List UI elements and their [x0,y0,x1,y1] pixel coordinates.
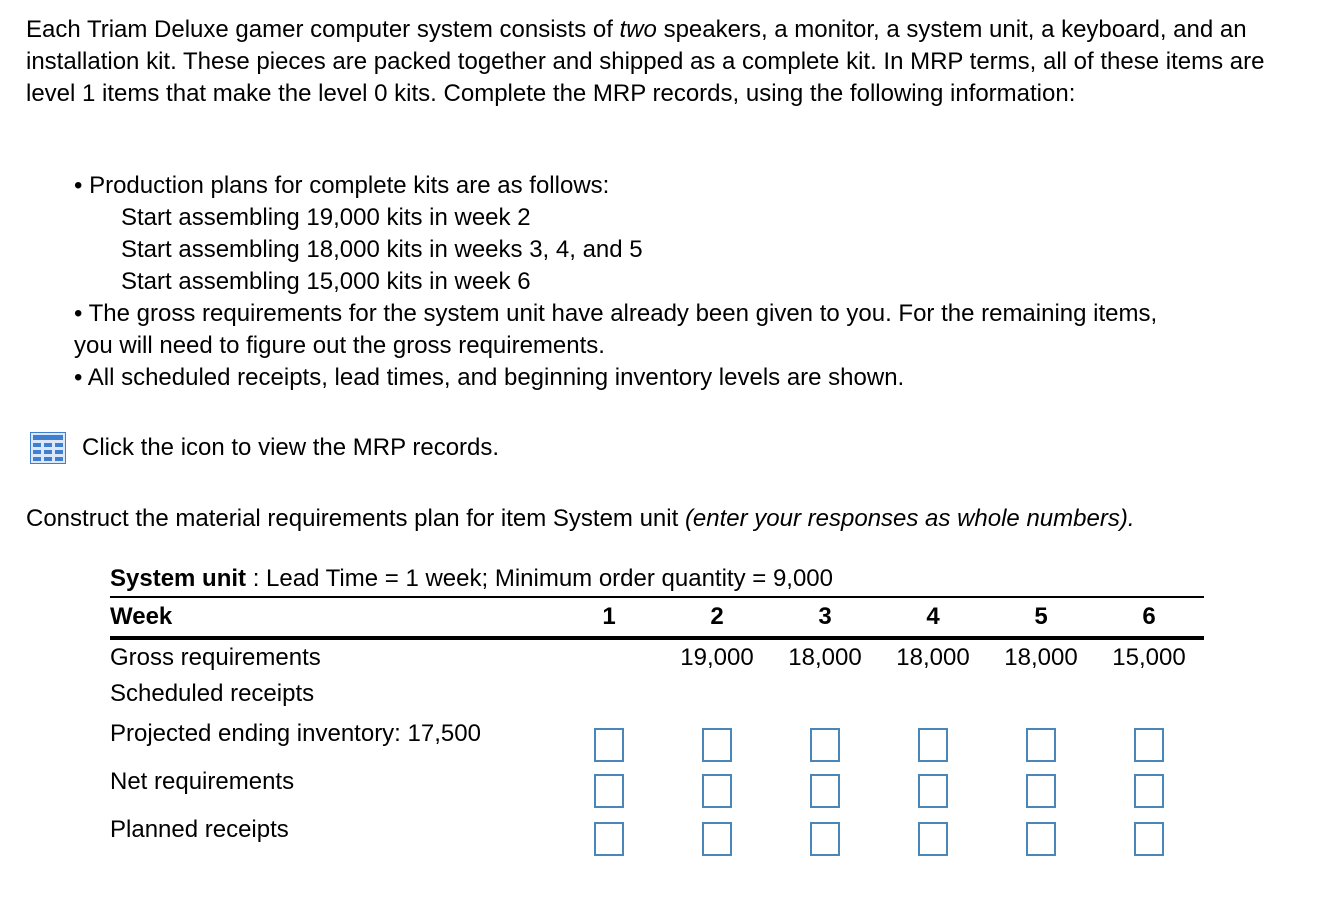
week-5-header: 5 [1034,603,1048,630]
gross-requirement-week-4: 18,000 [896,644,970,671]
bullet-production-plans: • Production plans for complete kits are as follows: [74,172,610,199]
intro-text-1: Each Triam Deluxe gamer computer system consists of [26,16,620,43]
week-6-header: 6 [1142,603,1156,630]
planned-receipts-input-week-5[interactable] [1026,822,1056,856]
planned-receipts-row [110,808,1204,856]
projected-inventory-input-week-4[interactable] [918,728,948,762]
mrp-title [110,562,1204,596]
scheduled-receipts-row [110,676,1204,712]
gross-requirement-week-6: 15,000 [1112,644,1186,671]
mrp-item-name: System unit [110,565,247,592]
planned-receipts-input-week-4[interactable] [918,822,948,856]
net-requirements-row [110,760,1204,808]
net-requirements-input-week-3[interactable] [810,774,840,808]
mrp-parameters: : Lead Time = 1 week; Minimum order quantity = 9,000 [246,565,833,592]
planned-receipts-input-week-3[interactable] [810,822,840,856]
gross-requirement-week-3: 18,000 [788,644,862,671]
gross-requirements-row [110,640,1204,676]
information-bullets [74,170,1294,394]
gross-requirements-label: Gross requirements [110,644,321,671]
net-requirements-input-week-1[interactable] [594,774,624,808]
planned-receipts-input-week-2[interactable] [702,822,732,856]
gross-requirement-week-5: 18,000 [1004,644,1078,671]
net-requirements-input-week-5[interactable] [1026,774,1056,808]
view-records-text: Click the icon to view the MRP records. [82,434,500,461]
projected-inventory-row [110,712,1204,760]
table-grid-icon[interactable] [30,432,66,464]
planned-receipts-input-week-1[interactable] [594,822,624,856]
mrp-record-table [110,562,1204,856]
gross-requirement-week-2: 19,000 [680,644,754,671]
projected-inventory-input-week-5[interactable] [1026,728,1056,762]
construct-note: (enter your responses as whole numbers). [684,505,1135,532]
week-4-header: 4 [926,603,940,630]
week-2-header: 2 [710,603,724,630]
net-requirements-input-week-2[interactable] [702,774,732,808]
view-records-link [30,432,499,464]
plan-week-6: Start assembling 15,000 kits in week 6 [121,268,531,295]
planned-receipts-input-week-6[interactable] [1134,822,1164,856]
construct-text: Construct the material requirements plan for item System unit [26,505,685,532]
net-requirements-label: Net requirements [110,768,295,795]
planned-receipts-label: Planned receipts [110,816,289,843]
construct-instruction [26,503,1134,535]
week-label: Week [110,603,173,630]
week-3-header: 3 [818,603,832,630]
week-1-header: 1 [602,603,616,630]
net-requirements-input-week-6[interactable] [1134,774,1164,808]
scheduled-receipts-label: Scheduled receipts [110,680,315,707]
bullet-receipts-lead-times: • All scheduled receipts, lead times, and beginning inventory levels are shown. [74,364,905,391]
projected-inventory-label: Projected ending inventory: 17,500 [110,720,481,747]
intro-emphasis: two [619,16,657,43]
plan-weeks-3-5: Start assembling 18,000 kits in weeks 3, 4, and 5 [121,236,643,263]
bullet-gross-requirements: • The gross requirements for the system unit have already been given to you. For the remaining items, [74,300,1158,327]
plan-week-2: Start assembling 19,000 kits in week 2 [121,204,531,231]
projected-inventory-input-week-2[interactable] [702,728,732,762]
projected-inventory-input-week-3[interactable] [810,728,840,762]
intro-paragraph [26,14,1296,110]
bullet-gross-requirements-cont: you will need to figure out the gross requirements. [74,332,605,359]
projected-inventory-input-week-1[interactable] [594,728,624,762]
week-header-row [110,596,1204,640]
net-requirements-input-week-4[interactable] [918,774,948,808]
intro-text-2: speakers, a monitor, a system unit, a keyboard, and an installation kit. These pieces are packed together and shipped as a complete kit. In MRP terms, all of these items are level 1 items that make the level 0 kits. Complete the MRP records, using the following information: [26,16,1265,107]
projected-inventory-input-week-6[interactable] [1134,728,1164,762]
